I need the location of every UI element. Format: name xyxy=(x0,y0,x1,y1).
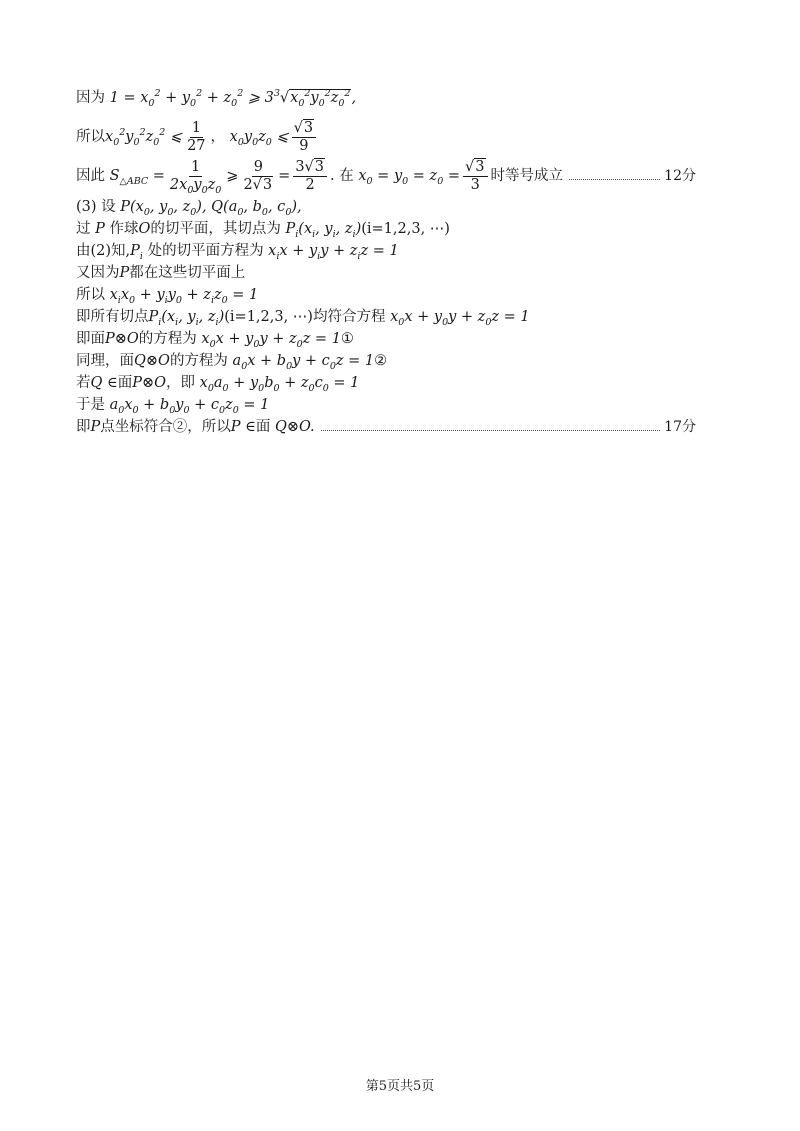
line-4 xyxy=(76,196,696,218)
text: 的切平面，其切点为 xyxy=(150,220,281,237)
text: 均符合方程 xyxy=(312,308,386,325)
math: P⊗O xyxy=(105,330,139,347)
line-7 xyxy=(76,262,696,284)
text: ，即 xyxy=(166,374,196,391)
text: 同理，面 xyxy=(76,352,134,369)
math: Q ∈ xyxy=(90,374,118,391)
math: $P(x_0$, $y_0$, $z_0$), $Q(a_0$, $b_0$, $c_0$), xyxy=(115,198,302,218)
text: 点坐标符合②，所以 xyxy=(100,418,231,435)
equation-mark: ② xyxy=(374,352,388,369)
text: 所以 xyxy=(76,286,105,303)
math: $P_i(x_i$, $y_i$, $z_i$) xyxy=(148,308,225,328)
math: ⩾ xyxy=(226,167,239,184)
fraction: $\frac{1}{27}$ xyxy=(187,119,206,154)
math: $x_0y_0z_0$ ⩽ xyxy=(225,128,289,148)
math: = xyxy=(278,167,291,184)
math: $a_0x_0 + b_0y_0 + c_0z_0 = 1$ xyxy=(105,396,270,416)
fraction: $\frac{√3}{9}$ xyxy=(292,120,316,155)
fraction: $\frac{3√3}{2}$ xyxy=(293,159,327,194)
text: 处的切平面方程为 xyxy=(147,242,264,259)
math: $x_0a_0 + y_0b_0 + z_0c_0 = 1$ xyxy=(195,374,360,394)
math: $x_0x + y_0y + z_0z = 1$ xyxy=(385,308,530,328)
line-10 xyxy=(76,328,696,350)
math: $x_0x + y_0y + z_0z = 1$ xyxy=(196,330,341,350)
math: $P_i(x_i$, $y_i$, $z_i$) xyxy=(280,220,362,240)
math: O xyxy=(138,220,151,237)
line-5 xyxy=(76,218,696,240)
line-8 xyxy=(76,284,696,306)
text: 即面 xyxy=(76,330,105,347)
text: 都在这些切平面上 xyxy=(129,264,246,281)
fraction: $\frac{1}{2x_0y_0z_0}$ xyxy=(169,158,222,196)
equation-mark: ① xyxy=(340,330,354,347)
text: 由(2)知, xyxy=(76,242,131,259)
math: Q⊗O xyxy=(134,352,170,369)
line-14 xyxy=(76,416,696,438)
text: 过 xyxy=(76,220,91,237)
text: 于是 xyxy=(76,396,105,413)
line-12 xyxy=(76,372,696,394)
solution-body xyxy=(76,78,696,438)
text: 时等号成立 xyxy=(490,167,563,184)
text: (3) 设 xyxy=(76,198,116,215)
math: $P_i$ xyxy=(130,242,143,262)
math: $1 = x_0^2 + y_0^2 + z_0^2$ ⩾ $3^3√x_0^2y_0^2z_0^2$, xyxy=(105,87,357,109)
text: 所以 xyxy=(76,128,105,145)
math: $S_{\triangle ABC}$ = xyxy=(105,167,165,187)
text: 作球 xyxy=(109,220,139,237)
fraction: $\frac{9}{2√3}$ xyxy=(243,158,273,193)
line-3 xyxy=(76,157,696,195)
text: 若 xyxy=(76,374,91,391)
math: P ∈ xyxy=(230,418,256,435)
math: P xyxy=(90,220,110,237)
line-1 xyxy=(76,79,696,117)
math: P xyxy=(90,418,101,435)
text: ， xyxy=(210,128,226,145)
text: 即所有切点 xyxy=(76,308,149,325)
text: 的方程为 xyxy=(138,330,197,347)
dotted-leader xyxy=(321,430,661,431)
math: Q⊗O. xyxy=(270,418,315,435)
text: 因为 xyxy=(76,89,105,106)
math: $a_0x + b_0y + c_0z = 1$ xyxy=(227,352,375,372)
line-13 xyxy=(76,394,696,416)
text: 即 xyxy=(76,418,91,435)
dotted-leader xyxy=(569,179,660,180)
math: $x_0^2y_0^2z_0^2$ ⩽ xyxy=(105,126,183,148)
text: 的方程为 xyxy=(169,352,228,369)
math: P⊗O xyxy=(132,374,167,391)
text: 又因为 xyxy=(76,264,120,281)
math: $x_0 = y_0 = z_0$ = xyxy=(353,167,461,187)
index-range: (i=1,2,3, ⋯) xyxy=(224,308,313,325)
line-6 xyxy=(76,240,696,262)
fraction: $\frac{√3}{3}$ xyxy=(463,159,487,194)
text: 因此 xyxy=(76,167,105,184)
line-2 xyxy=(76,118,696,156)
score-label: 12分 xyxy=(664,167,696,184)
text: 面 xyxy=(255,418,271,435)
math: P xyxy=(119,264,130,281)
score-label: 17分 xyxy=(664,418,696,435)
math: $x_ix_0 + y_iy_0 + z_iz_0 = 1$ xyxy=(105,286,259,306)
text: 面 xyxy=(117,374,133,391)
line-9 xyxy=(76,306,696,328)
math: $x_ix + y_iy + z_iz = 1$ xyxy=(263,242,399,262)
line-11 xyxy=(76,350,696,372)
page-number: 第5页共5页 xyxy=(365,1079,435,1094)
text: . 在 xyxy=(330,167,354,184)
index-range: (i=1,2,3, ⋯) xyxy=(361,220,450,237)
page-footer xyxy=(0,1075,800,1094)
